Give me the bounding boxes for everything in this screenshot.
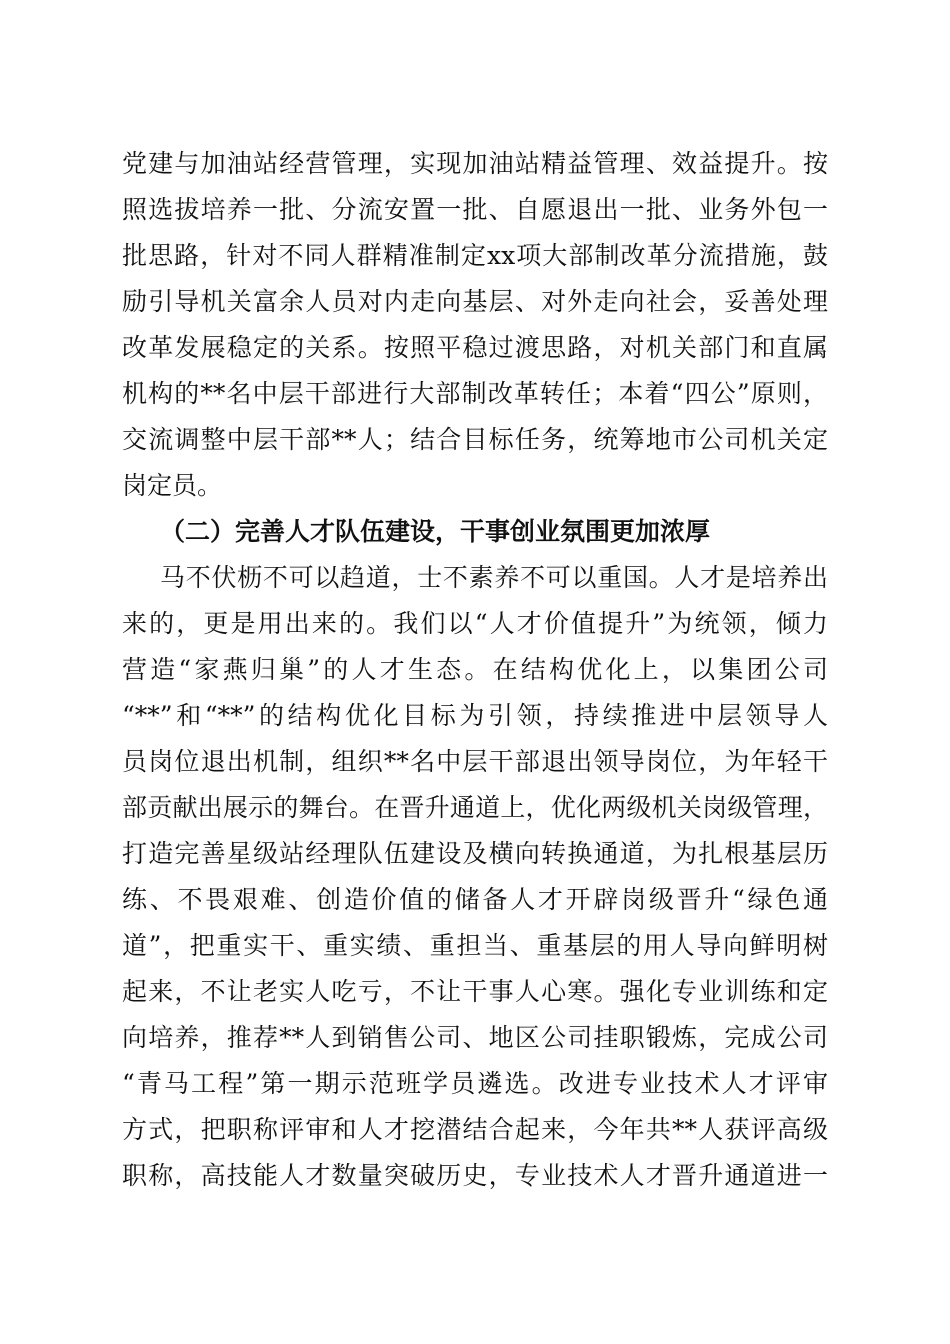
paragraph-2-line-12: “青马工程”第一期示范班学员遴选。改进专业技术人才评审 [122, 1069, 828, 1098]
paragraph-2-line-7: 打造完善星级站经理队伍建设及横向转换通道，为扎根基层历 [122, 839, 828, 868]
paragraph-1-line-2: 照选拔培养一批、分流安置一批、自愿退出一批、业务外包一 [122, 195, 828, 224]
paragraph-2-line-9: 道”，把重实干、重实绩、重担当、重基层的用人导向鲜明树 [122, 931, 828, 960]
paragraph-2-line-5: 员岗位退出机制，组织**名中层干部退出领导岗位，为年轻干 [122, 747, 828, 776]
paragraph-1-line-6: 机构的**名中层干部进行大部制改革转任；本着“四公”原则， [122, 379, 828, 408]
paragraph-1-line-5: 改革发展稳定的关系。按照平稳过渡思路，对机关部门和直属 [122, 333, 828, 362]
paragraph-2-line-4: “**”和“**”的结构优化目标为引领，持续推进中层领导人 [122, 701, 828, 730]
paragraph-1-line-8: 岗定员。 [122, 471, 223, 500]
paragraph-2-line-3: 营造“家燕归巢”的人才生态。在结构优化上，以集团公司 [122, 655, 828, 684]
section-heading: （二）完善人才队伍建设，干事创业氛围更加浓厚 [160, 517, 711, 546]
paragraph-2-line-13: 方式，把职称评审和人才挖潜结合起来，今年共**人获评高级 [122, 1115, 828, 1144]
paragraph-2-line-11: 向培养，推荐**人到销售公司、地区公司挂职锻炼，完成公司 [122, 1023, 828, 1052]
paragraph-2-line-2: 来的，更是用出来的。我们以“人才价值提升”为统领，倾力 [122, 609, 828, 638]
paragraph-1-line-4: 励引导机关富余人员对内走向基层、对外走向社会，妥善处理 [122, 287, 828, 316]
paragraph-2-line-14: 职称，高技能人才数量突破历史，专业技术人才晋升通道进一 [122, 1161, 828, 1190]
paragraph-2-line-8: 练、不畏艰难、创造价值的储备人才开辟岗级晋升“绿色通 [122, 885, 828, 914]
paragraph-1-line-1: 党建与加油站经营管理，实现加油站精益管理、效益提升。按 [122, 149, 828, 178]
paragraph-2-line-1: 马不伏枥不可以趋道，士不素养不可以重国。人才是培养出 [160, 563, 828, 592]
paragraph-2-line-10: 起来，不让老实人吃亏，不让干事人心寒。强化专业训练和定 [122, 977, 828, 1006]
paragraph-1-line-7: 交流调整中层干部**人；结合目标任务，统筹地市公司机关定 [122, 425, 828, 454]
paragraph-1-line-3: 批思路，针对不同人群精准制定xx项大部制改革分流措施，鼓 [122, 241, 828, 270]
paragraph-2-line-6: 部贡献出展示的舞台。在晋升通道上，优化两级机关岗级管理， [122, 793, 828, 822]
